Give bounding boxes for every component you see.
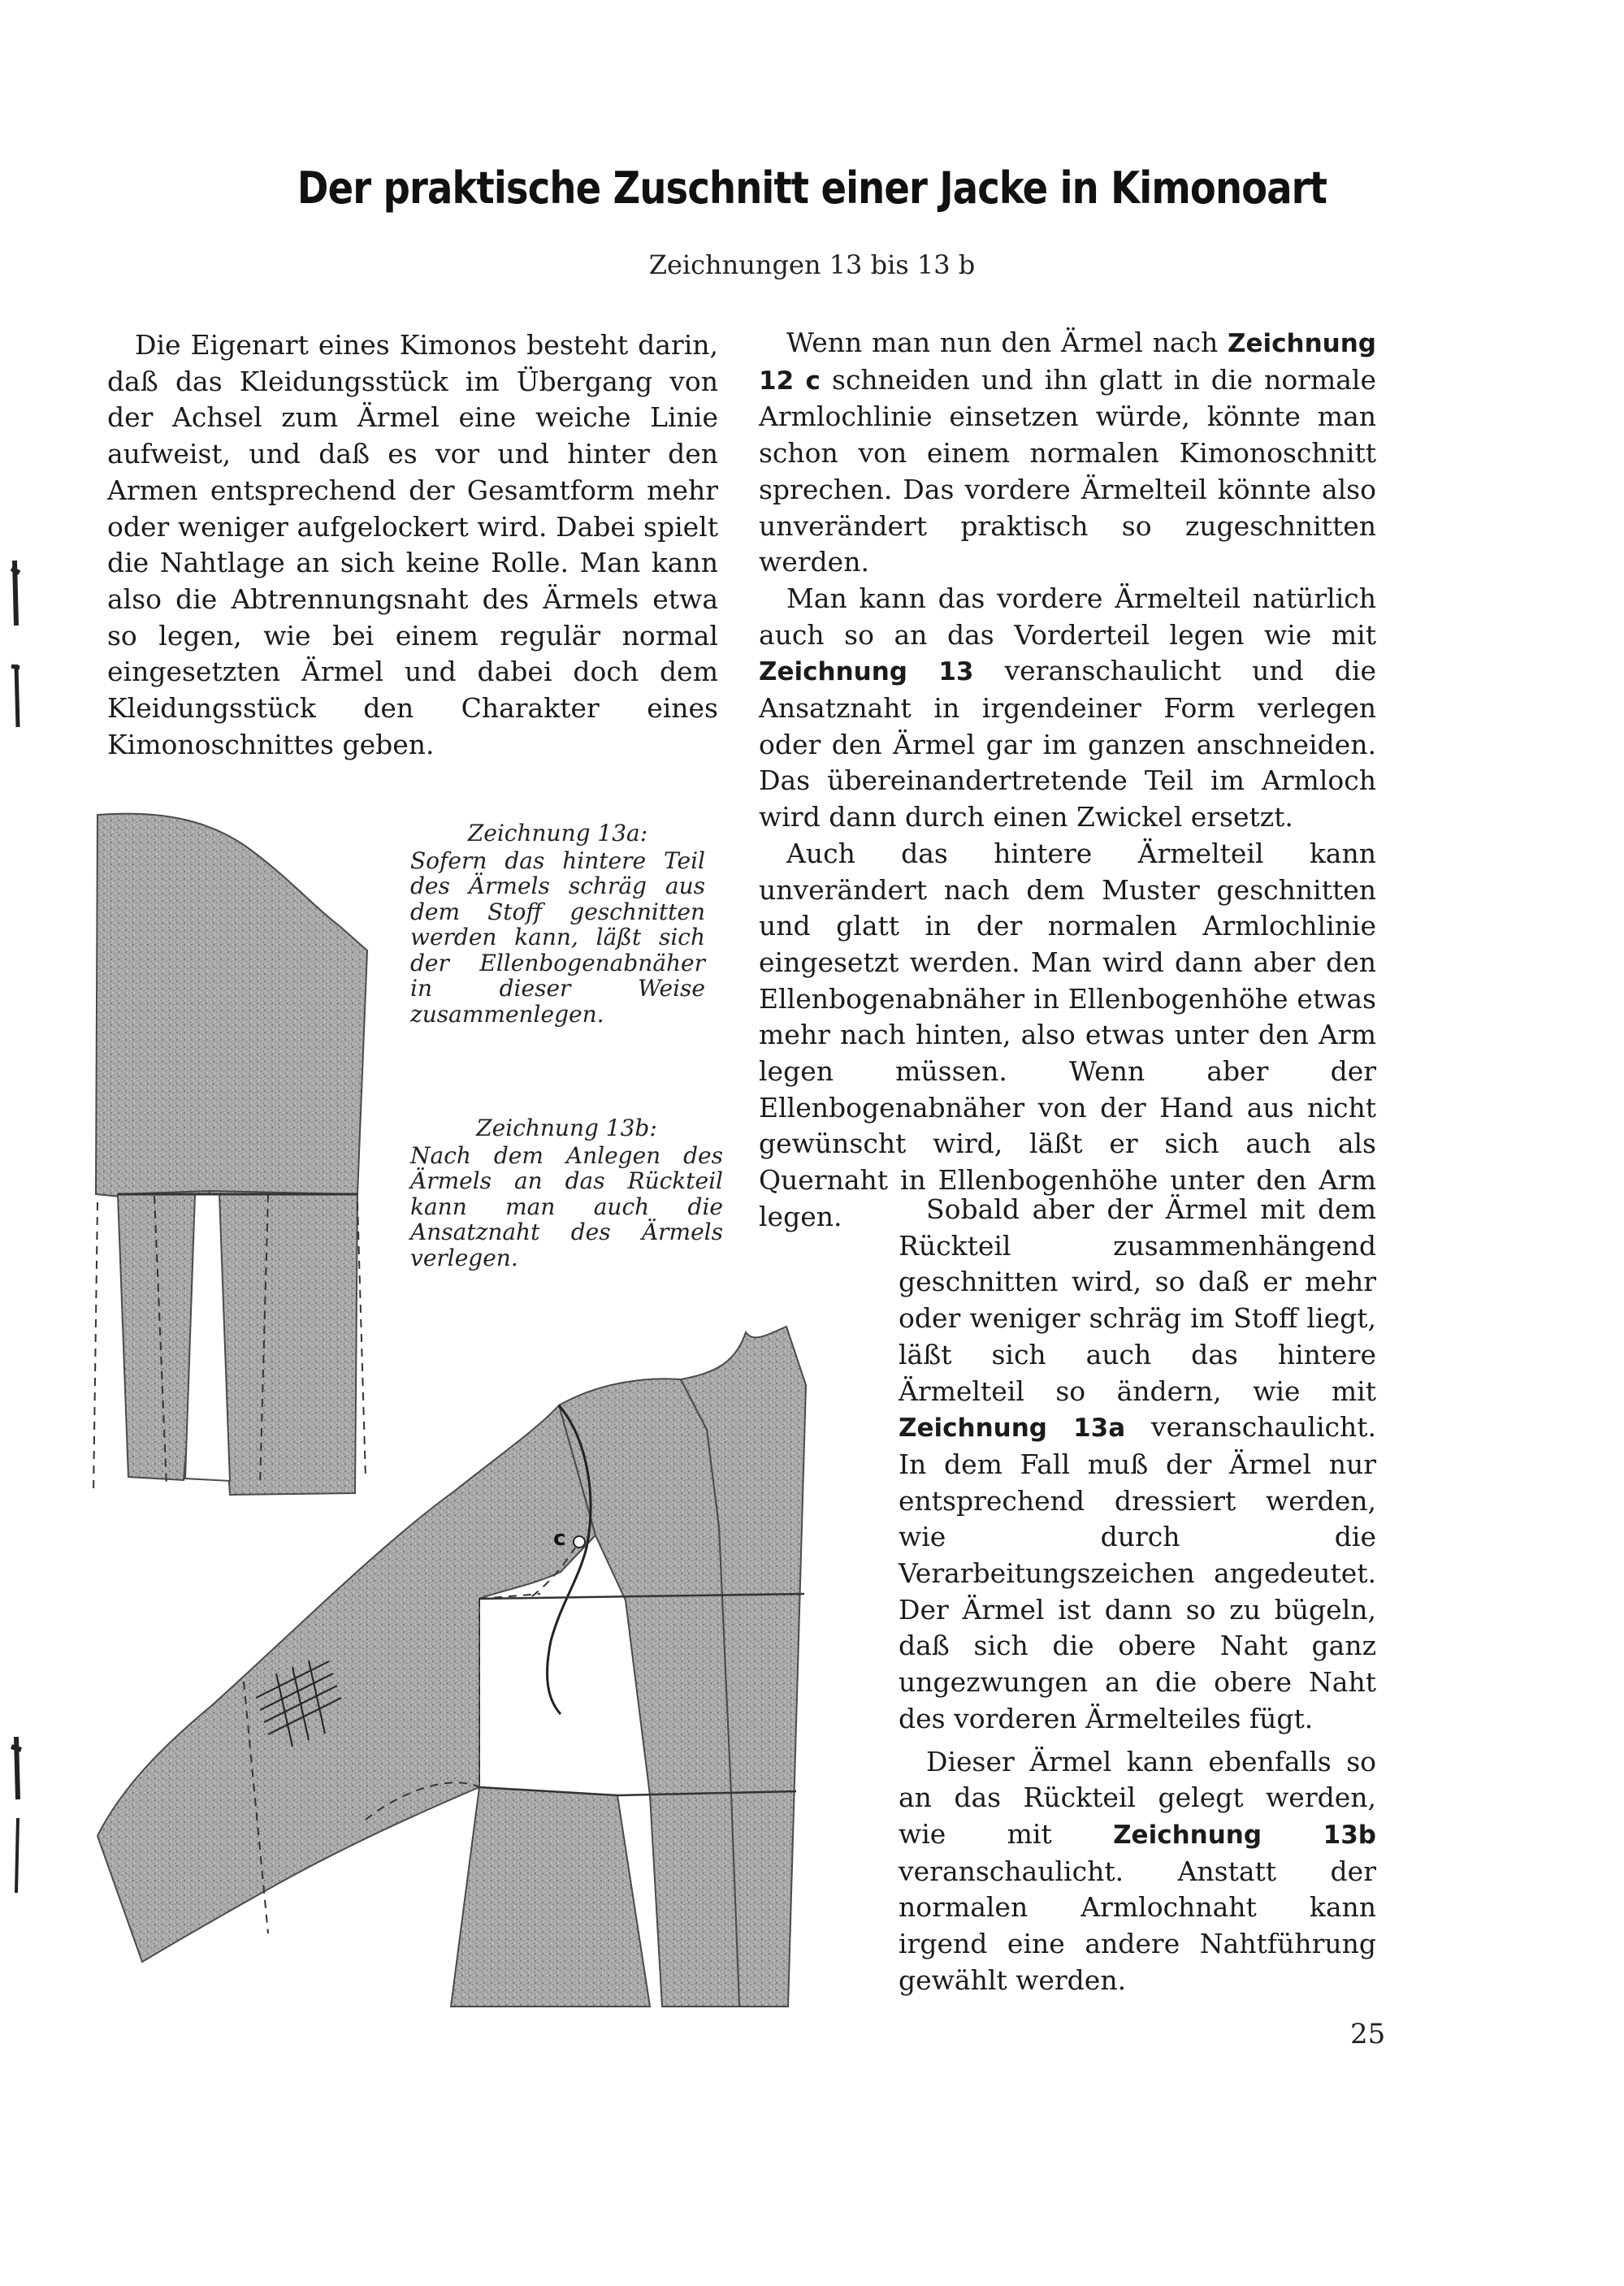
scan-mark bbox=[11, 665, 19, 727]
page-number: 25 bbox=[1350, 2018, 1386, 2050]
caption-13b-text: Nach dem Anlegen des Ärmels an das Rückteil kann man auch die Ansatznaht des Ärmels verlegen. bbox=[410, 1141, 723, 1271]
right-paragraph-4: Sobald aber der Ärmel mit dem Rückteil zusammenhängend geschnitten wird, so daß er mehr oder weniger schräg im Stoff liegt, läßt sich auch das hintere Ärmelteil so ändern, wie mit Zeichnung 13a veranschaulicht. In dem Fall muß der Ärmel nur entsprechend dressiert werden, wie durch die Verarbeitungszeichen angedeutet. Der Ärmel ist dann so zu bügeln, daß sich die obere Naht ganz ungezwungen an die obere Naht des vorderen Ärmelteiles fügt. bbox=[899, 1193, 1377, 1734]
caption-13a-title: Zeichnung 13a: bbox=[467, 820, 648, 846]
figure-reference: Zeichnung 13a bbox=[899, 1414, 1126, 1444]
scan-mark bbox=[11, 561, 19, 626]
scan-mark bbox=[16, 1818, 18, 1893]
right-paragraph-1: Wenn man nun den Ärmel nach Zeichnung 12 c schneiden und ihn glatt in die normale Armlochlinie einsetzen würde, könnte man schon von einem normalen Kimonoschnitt sprechen. Das vordere Ärmelteil könnte also unverändert praktisch so zugeschnitten werden. bbox=[759, 327, 1377, 578]
page-subtitle: Zeichnungen 13 bis 13 b bbox=[648, 249, 976, 280]
page-title: Der praktische Zuschnitt einer Jacke in Kimonoart bbox=[297, 162, 1327, 214]
drawing-13a bbox=[93, 814, 367, 1495]
caption-13a-text: Sofern das hintere Teil des Ärmels schräg aus dem Stoff geschnitten werden kann, läßt sich der Ellenbogenabnäher in dieser Weise zusammenlegen. bbox=[410, 846, 705, 1028]
right-paragraph-3: Auch das hintere Ärmelteil kann unverändert nach dem Muster geschnitten und glatt in der normalen Armlochlinie eingesetzt werden. Man wird dann aber den Ellenbogenabnäher in Ellenbogenhöhe etwas mehr nach hinten, also etwas unter den Arm legen müssen. Wenn aber der Ellenbogenabnäher von der Hand aus nicht gewünscht wird, läßt er sich auch als Quernaht in Ellenbogenhöhe unter den Arm legen. bbox=[759, 837, 1376, 1232]
sleeve-lower-right-piece bbox=[210, 1191, 357, 1495]
figure-reference: Zeichnung 12 c bbox=[759, 329, 1376, 396]
caption-13b-title: Zeichnung 13b: bbox=[476, 1115, 657, 1141]
lower-side-panel bbox=[451, 1787, 650, 2007]
figure-label-c: c bbox=[553, 1526, 566, 1551]
right-paragraph-2: Man kann das vordere Ärmelteil natürlich auch so an das Vorderteil legen wie mit Zeichnung 13 veranschaulicht und die Ansatznaht in irgendeiner Form verlegen oder den Ärmel gar im ganzen anschneiden. Das übereinandertretende Teil im Armloch wird dann durch einen Zwickel ersetzt. bbox=[759, 582, 1377, 833]
notch-mark bbox=[574, 1536, 585, 1548]
left-paragraph-1: Die Eigenart eines Kimonos besteht darin, daß das Kleidungsstück im Übergang von der Achsel zum Ärmel eine weiche Linie aufweist, und daß es vor und hinter den Armen entsprechend der Gesamtform mehr oder weniger aufgelockert wird. Dabei spielt die Nahtlage an sich keine Rolle. Man kann also die Abtrennungsnaht des Ärmels etwa so legen, wie bei einem regulär normal eingesetzten Ärmel und dabei doch dem Kleidungsstück den Charakter eines Kimonoschnittes geben. bbox=[107, 329, 718, 760]
scan-mark bbox=[11, 1737, 21, 1799]
figure-reference: Zeichnung 13 bbox=[759, 657, 974, 687]
scan-margin-marks bbox=[11, 561, 21, 1893]
sleeve-upper-piece bbox=[96, 814, 367, 1197]
figure-reference: Zeichnung 13b bbox=[1113, 1820, 1376, 1850]
right-paragraph-5: Dieser Ärmel kann ebenfalls so an das Rückteil gelegt werden, wie mit Zeichnung 13b veranschaulicht. Anstatt der normalen Armlochnaht kann irgend eine andere Nahtführung gewählt werden. bbox=[899, 1745, 1376, 1996]
